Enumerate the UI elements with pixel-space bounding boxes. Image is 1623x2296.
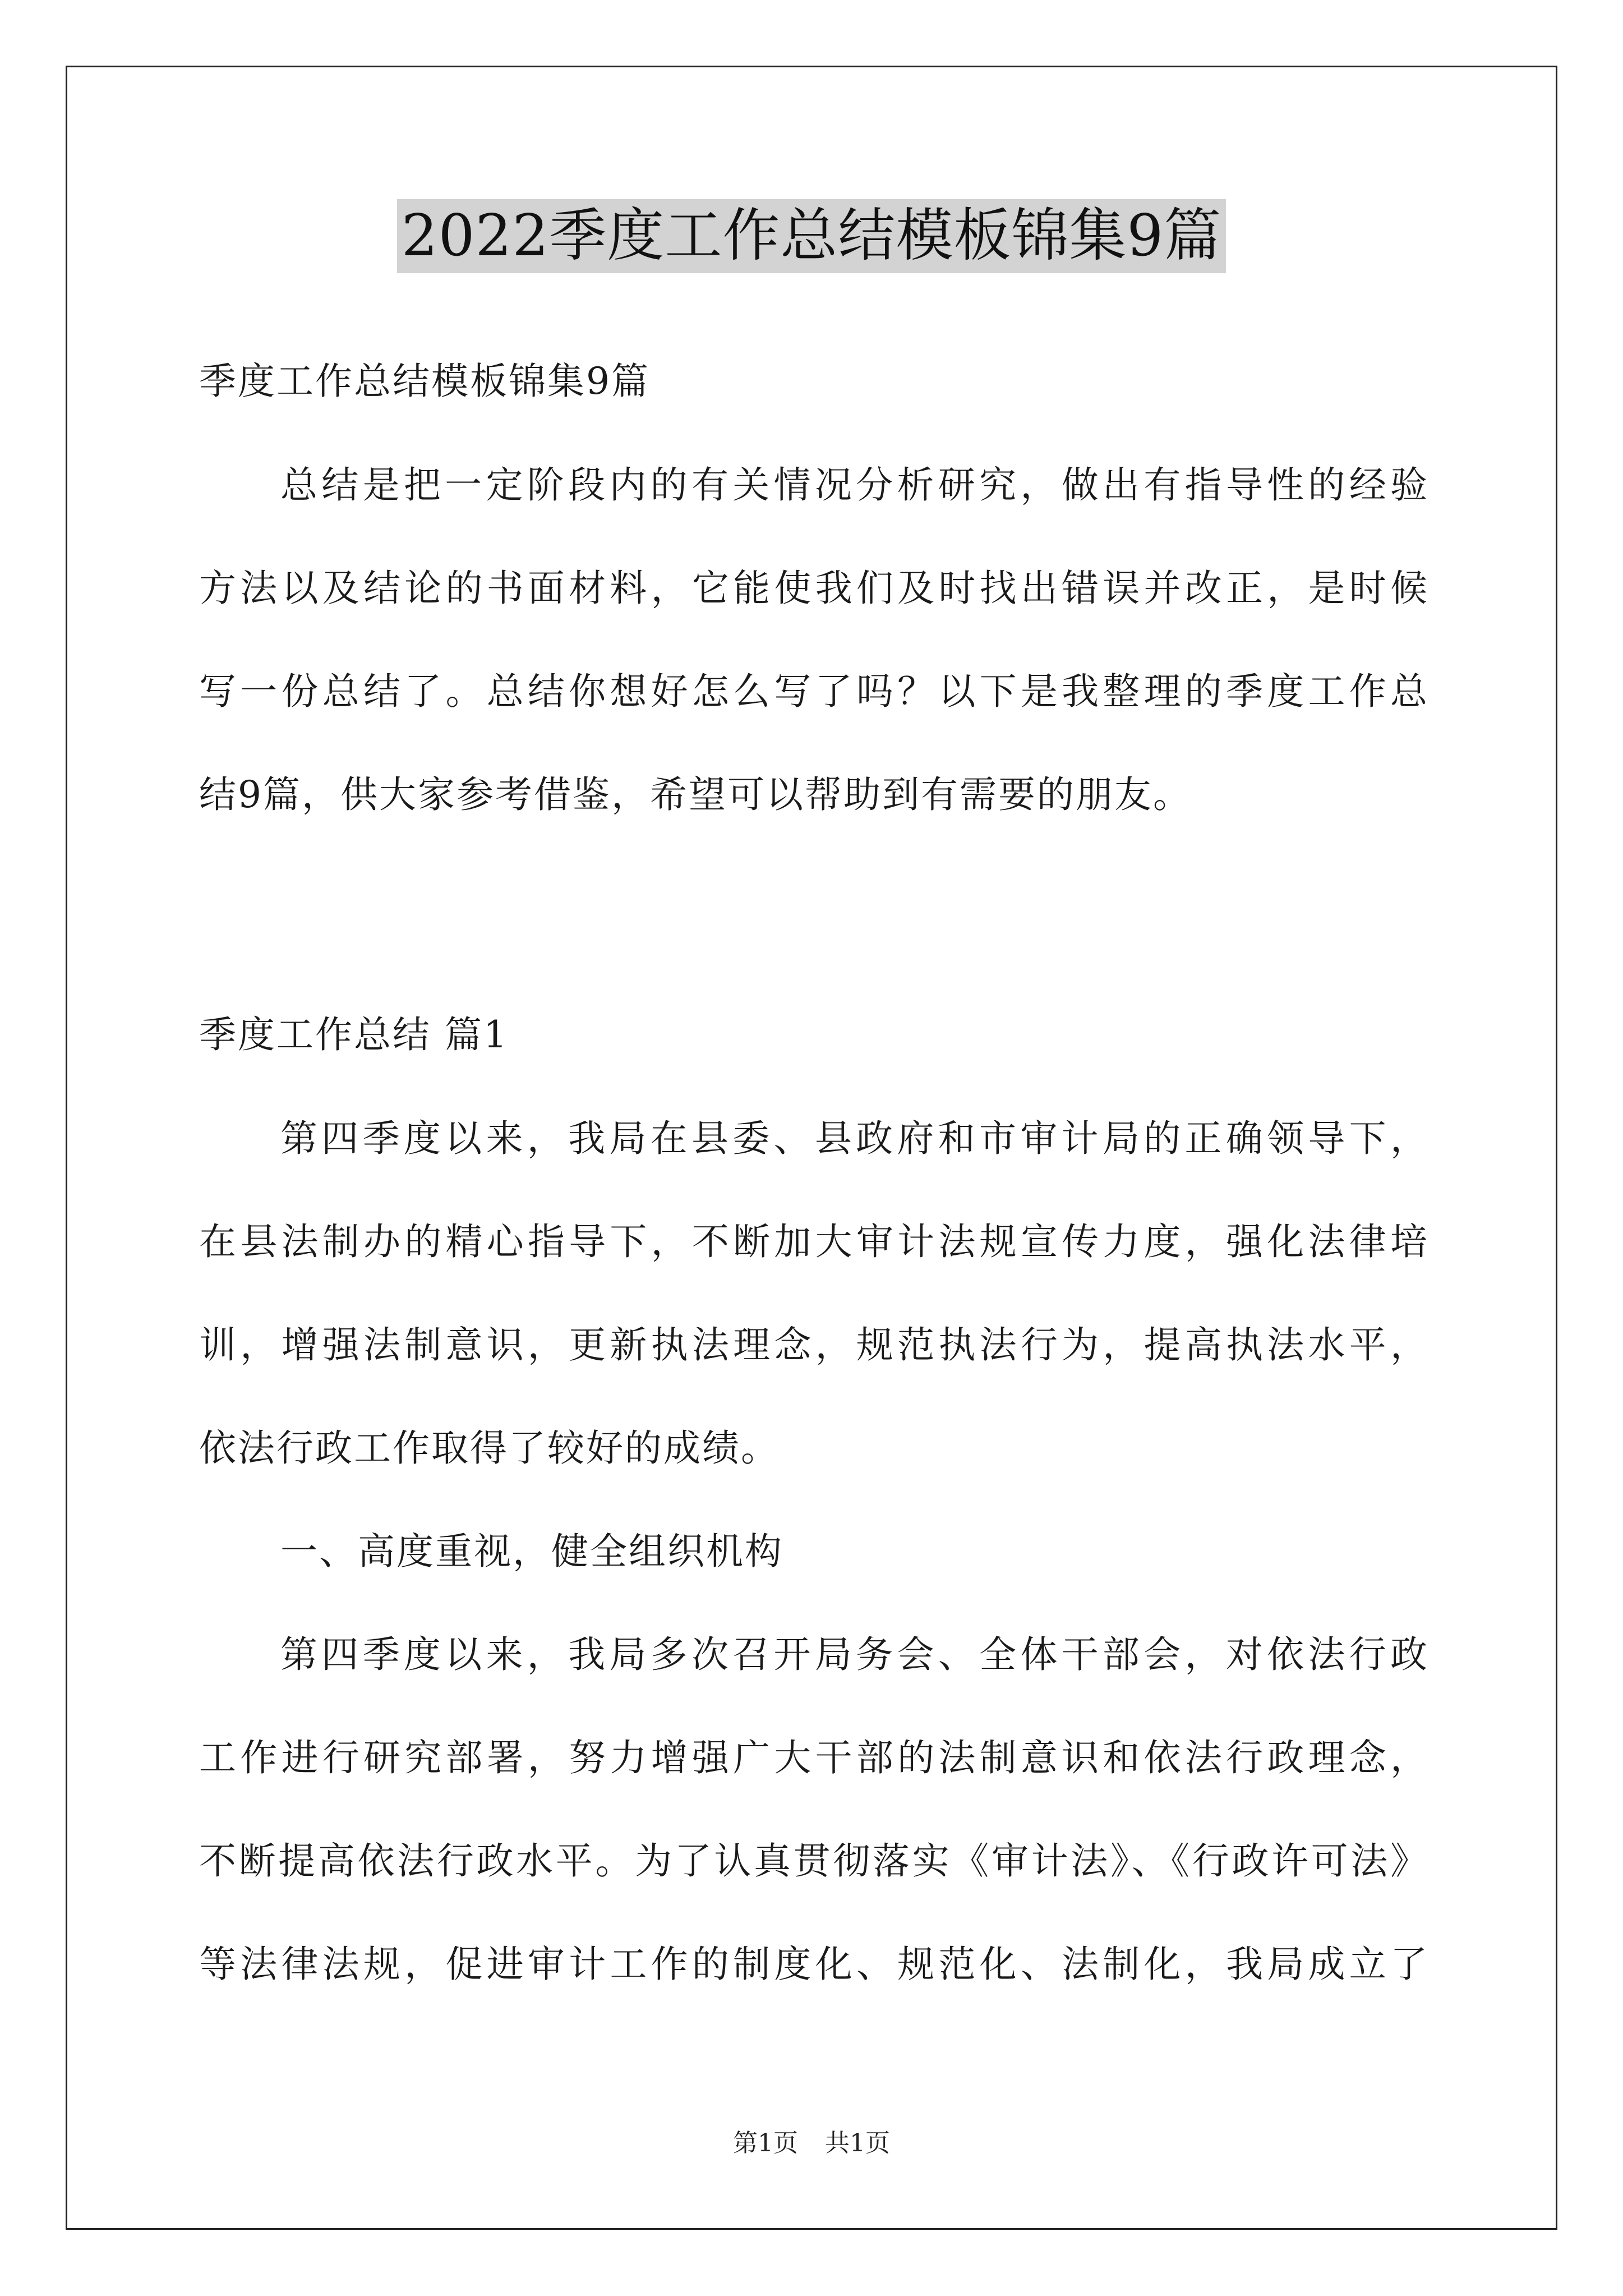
title-container xyxy=(0,199,1623,273)
intro-line-1: 总结是把一定阶段内的有关情况分析研究，做出有指导性的经验 xyxy=(280,463,1427,507)
para1-line-3: 训，增强法制意识，更新执法理念，规范执法行为，提高执法水平， xyxy=(199,1323,1427,1366)
intro-line-2: 方法以及结论的书面材料，它能使我们及时找出错误并改正，是时候 xyxy=(199,567,1427,610)
intro-line-4: 结9篇，供大家参考借鉴，希望可以帮助到有需要的朋友。 xyxy=(199,773,1192,816)
intro-line-3: 写一份总结了。总结你想好怎么写了吗？以下是我整理的季度工作总 xyxy=(199,670,1427,713)
page-footer xyxy=(0,2127,1623,2160)
subheading: 一、高度重视，健全组织机构 xyxy=(280,1530,783,1573)
para1-line-4: 依法行政工作取得了较好的成绩。 xyxy=(199,1427,780,1470)
para2-line-2: 工作进行研究部署，努力增强广大干部的法制意识和依法行政理念， xyxy=(199,1736,1427,1779)
document-subtitle: 季度工作总结模板锦集9篇 xyxy=(199,360,650,403)
section-heading: 季度工作总结 篇1 xyxy=(199,1013,509,1056)
para2-line-3: 不断提高依法行政水平。为了认真贯彻落实《审计法》、《行政许可法》 xyxy=(199,1839,1427,1883)
page-total: 共1页 xyxy=(825,2129,890,2157)
page-number: 第1页 xyxy=(733,2129,798,2157)
para1-line-2: 在县法制办的精心指导下，不断加大审计法规宣传力度，强化法律培 xyxy=(199,1220,1427,1263)
document-title: 2022季度工作总结模板锦集9篇 xyxy=(397,199,1226,273)
para2-line-4: 等法律法规，促进审计工作的制度化、规范化、法制化，我局成立了 xyxy=(199,1943,1427,1986)
para2-line-1: 第四季度以来，我局多次召开局务会、全体干部会，对依法行政 xyxy=(280,1633,1427,1676)
para1-line-1: 第四季度以来，我局在县委、县政府和市审计局的正确领导下， xyxy=(280,1117,1427,1160)
